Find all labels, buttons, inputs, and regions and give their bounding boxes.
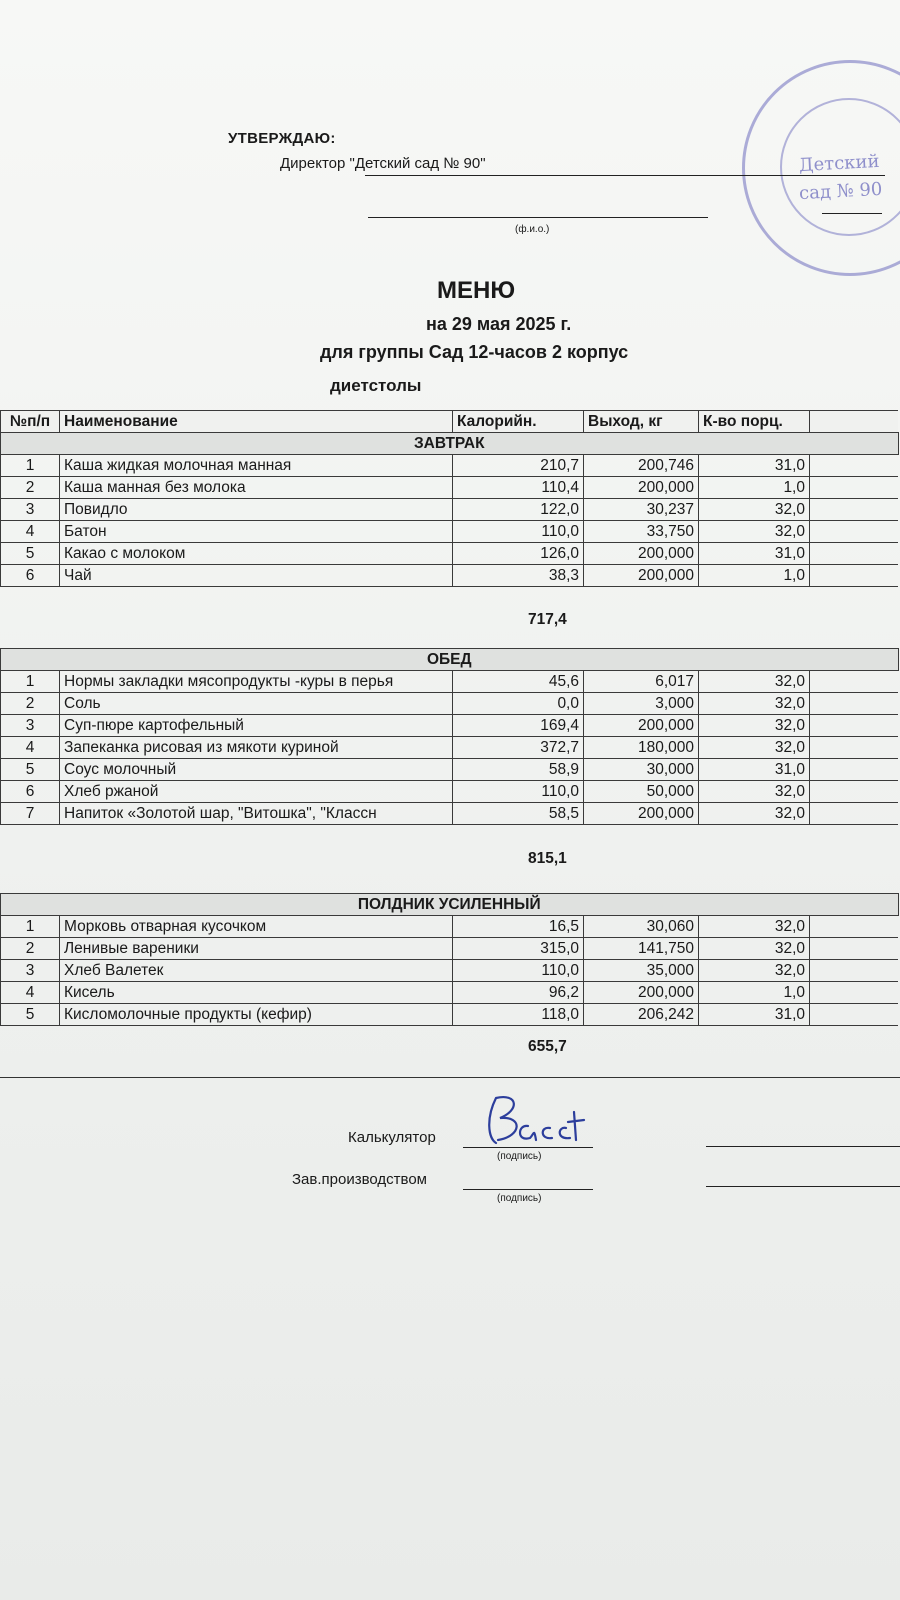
- production-sign-line: [463, 1189, 593, 1190]
- calculator-label: Калькулятор: [348, 1129, 436, 1146]
- calculator-sign-label: (подпись): [497, 1151, 542, 1162]
- header-name: Наименование: [60, 411, 453, 433]
- row-output: 200,746: [584, 455, 699, 477]
- row-num: 4: [1, 521, 60, 543]
- row-name: Повидло: [60, 499, 453, 521]
- row-name: Нормы закладки мясопродукты -куры в перья: [60, 671, 453, 693]
- row-num: 2: [1, 938, 60, 960]
- lunch-rows: [1, 671, 899, 825]
- row-name: Ленивые вареники: [60, 938, 453, 960]
- row-num: 3: [1, 960, 60, 982]
- row-calories: 45,6: [453, 671, 584, 693]
- row-name: Батон: [60, 521, 453, 543]
- table-row: [1, 916, 899, 938]
- row-num: 7: [1, 803, 60, 825]
- header-extra: [810, 411, 899, 433]
- header-cal: Калорийн.: [453, 411, 584, 433]
- row-output: 200,000: [584, 982, 699, 1004]
- table-header-row: [1, 411, 899, 433]
- row-portions: 31,0: [699, 455, 810, 477]
- row-name: Каша жидкая молочная манная: [60, 455, 453, 477]
- menu-group: для группы Сад 12-часов 2 корпус: [320, 342, 629, 362]
- row-portions: 32,0: [699, 938, 810, 960]
- menu-title: МЕНЮ: [437, 277, 516, 304]
- row-portions: 32,0: [699, 803, 810, 825]
- row-name: Запеканка рисовая из мякоти куриной: [60, 737, 453, 759]
- row-extra: [810, 938, 899, 960]
- bottom-divider: [0, 1077, 900, 1078]
- row-output: 35,000: [584, 960, 699, 982]
- row-extra: [810, 455, 899, 477]
- row-extra: [810, 521, 899, 543]
- row-calories: 96,2: [453, 982, 584, 1004]
- snack-rows: [1, 916, 899, 1026]
- row-calories: 118,0: [453, 1004, 584, 1026]
- row-extra: [810, 715, 899, 737]
- row-calories: 0,0: [453, 693, 584, 715]
- section-row: [1, 649, 899, 671]
- row-output: 30,000: [584, 759, 699, 781]
- row-portions: 1,0: [699, 565, 810, 587]
- row-name: Соль: [60, 693, 453, 715]
- row-calories: 372,7: [453, 737, 584, 759]
- director-label: Директор "Детский сад № 90": [280, 155, 486, 172]
- table-row: [1, 982, 899, 1004]
- row-name: Напиток «Золотой шар, "Витошка", "Классн: [60, 803, 453, 825]
- row-num: 4: [1, 982, 60, 1004]
- row-portions: 32,0: [699, 499, 810, 521]
- row-calories: 58,9: [453, 759, 584, 781]
- table-row: [1, 455, 899, 477]
- row-num: 6: [1, 565, 60, 587]
- row-output: 180,000: [584, 737, 699, 759]
- row-num: 3: [1, 715, 60, 737]
- header-qty: К-во порц.: [699, 411, 810, 433]
- row-extra: [810, 781, 899, 803]
- row-portions: 1,0: [699, 982, 810, 1004]
- row-portions: 32,0: [699, 916, 810, 938]
- row-name: Соус молочный: [60, 759, 453, 781]
- lunch-table: [0, 648, 899, 825]
- row-name: Чай: [60, 565, 453, 587]
- header-num: №п/п: [1, 411, 60, 433]
- row-num: 5: [1, 543, 60, 565]
- row-calories: 38,3: [453, 565, 584, 587]
- row-calories: 169,4: [453, 715, 584, 737]
- row-extra: [810, 477, 899, 499]
- row-portions: 31,0: [699, 1004, 810, 1026]
- section-title: ЗАВТРАК: [1, 433, 899, 455]
- table-row: [1, 759, 899, 781]
- row-output: 200,000: [584, 565, 699, 587]
- snack-total: 655,7: [528, 1038, 567, 1055]
- row-extra: [810, 565, 899, 587]
- menu-date: на 29 мая 2025 г.: [426, 314, 572, 334]
- row-output: 30,237: [584, 499, 699, 521]
- table-row: [1, 1004, 899, 1026]
- table-row: [1, 803, 899, 825]
- menu-diet: диетстолы: [330, 376, 422, 395]
- row-num: 2: [1, 477, 60, 499]
- row-calories: 110,0: [453, 960, 584, 982]
- row-extra: [810, 693, 899, 715]
- production-sign-label: (подпись): [497, 1193, 542, 1204]
- row-output: 200,000: [584, 803, 699, 825]
- row-output: 200,000: [584, 543, 699, 565]
- row-name: Каша манная без молока: [60, 477, 453, 499]
- row-portions: 32,0: [699, 693, 810, 715]
- row-name: Кисель: [60, 982, 453, 1004]
- row-calories: 16,5: [453, 916, 584, 938]
- row-name: Хлеб Валетек: [60, 960, 453, 982]
- row-extra: [810, 499, 899, 521]
- row-extra: [810, 982, 899, 1004]
- row-output: 33,750: [584, 521, 699, 543]
- row-name: Хлеб ржаной: [60, 781, 453, 803]
- fio-underline: [368, 217, 708, 218]
- row-num: 2: [1, 693, 60, 715]
- row-portions: 31,0: [699, 759, 810, 781]
- snack-table: [0, 893, 899, 1026]
- table-row: [1, 671, 899, 693]
- breakfast-rows: [1, 455, 899, 587]
- table-row: [1, 693, 899, 715]
- table-row: [1, 477, 899, 499]
- row-output: 200,000: [584, 477, 699, 499]
- row-calories: 122,0: [453, 499, 584, 521]
- handwritten-signature: [478, 1088, 588, 1150]
- director-underline: [365, 175, 885, 176]
- production-name-line: [706, 1186, 900, 1187]
- row-portions: 32,0: [699, 781, 810, 803]
- breakfast-table: [0, 410, 899, 587]
- table-row: [1, 499, 899, 521]
- section-title: ОБЕД: [1, 649, 899, 671]
- row-num: 5: [1, 759, 60, 781]
- row-extra: [810, 1004, 899, 1026]
- row-calories: 110,0: [453, 781, 584, 803]
- row-num: 1: [1, 916, 60, 938]
- row-extra: [810, 759, 899, 781]
- row-output: 3,000: [584, 693, 699, 715]
- row-calories: 58,5: [453, 803, 584, 825]
- row-extra: [810, 916, 899, 938]
- row-output: 141,750: [584, 938, 699, 960]
- row-portions: 31,0: [699, 543, 810, 565]
- row-num: 4: [1, 737, 60, 759]
- lunch-total: 815,1: [528, 850, 567, 867]
- row-name: Суп-пюре картофельный: [60, 715, 453, 737]
- row-num: 6: [1, 781, 60, 803]
- row-calories: 210,7: [453, 455, 584, 477]
- table-row: [1, 781, 899, 803]
- table-row: [1, 938, 899, 960]
- row-output: 50,000: [584, 781, 699, 803]
- row-output: 206,242: [584, 1004, 699, 1026]
- row-portions: 32,0: [699, 521, 810, 543]
- stamp-text: Детский сад № 90: [798, 150, 883, 205]
- row-num: 1: [1, 455, 60, 477]
- row-output: 6,017: [584, 671, 699, 693]
- row-calories: 315,0: [453, 938, 584, 960]
- section-title: ПОЛДНИК УСИЛЕННЫЙ: [1, 894, 899, 916]
- row-portions: 32,0: [699, 671, 810, 693]
- table-row: [1, 737, 899, 759]
- section-row: [1, 894, 899, 916]
- table-row: [1, 521, 899, 543]
- row-extra: [810, 671, 899, 693]
- row-portions: 32,0: [699, 737, 810, 759]
- table-row: [1, 960, 899, 982]
- header-out: Выход, кг: [584, 411, 699, 433]
- row-output: 30,060: [584, 916, 699, 938]
- calculator-name-line: [706, 1146, 900, 1147]
- approve-heading: УТВЕРЖДАЮ:: [228, 130, 336, 147]
- breakfast-total: 717,4: [528, 611, 567, 628]
- row-num: 5: [1, 1004, 60, 1026]
- row-extra: [810, 960, 899, 982]
- row-portions: 1,0: [699, 477, 810, 499]
- row-calories: 126,0: [453, 543, 584, 565]
- stamp-underline: [822, 213, 882, 214]
- table-row: [1, 715, 899, 737]
- row-name: Кисломолочные продукты (кефир): [60, 1004, 453, 1026]
- row-name: Какао с молоком: [60, 543, 453, 565]
- row-calories: 110,4: [453, 477, 584, 499]
- section-row: [1, 433, 899, 455]
- row-extra: [810, 543, 899, 565]
- row-portions: 32,0: [699, 715, 810, 737]
- row-portions: 32,0: [699, 960, 810, 982]
- fio-label: (ф.и.о.): [515, 224, 550, 235]
- row-calories: 110,0: [453, 521, 584, 543]
- production-label: Зав.производством: [292, 1171, 427, 1188]
- row-num: 1: [1, 671, 60, 693]
- table-row: [1, 543, 899, 565]
- row-extra: [810, 737, 899, 759]
- row-num: 3: [1, 499, 60, 521]
- table-row: [1, 565, 899, 587]
- row-extra: [810, 803, 899, 825]
- row-name: Морковь отварная кусочком: [60, 916, 453, 938]
- row-output: 200,000: [584, 715, 699, 737]
